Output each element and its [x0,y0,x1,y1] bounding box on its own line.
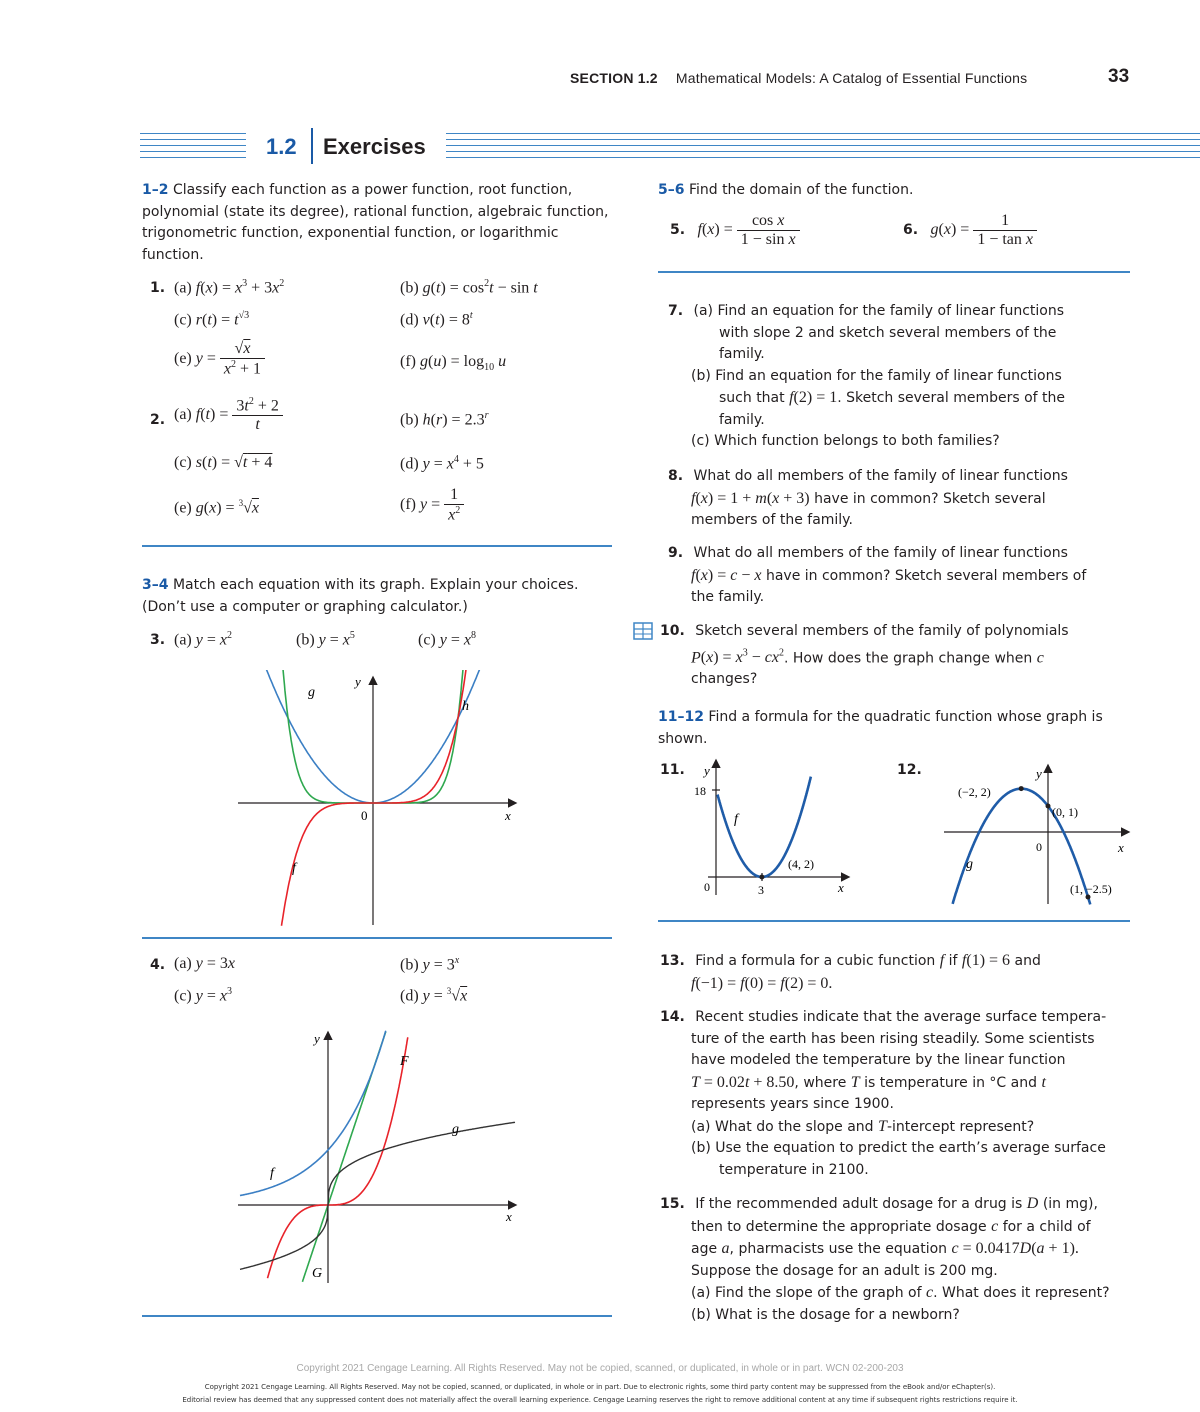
exercises-title: Exercises [323,134,426,159]
problem-11-number: 11. [660,762,685,778]
part-label: (c) [418,631,436,649]
ex3-4-text-2: (Don’t use a computer or graphing calculator.) [142,598,468,615]
running-header [570,70,1070,86]
ex1-2-range: 1–2 [142,182,169,198]
point-0-1 [1046,804,1051,809]
divider [142,545,612,547]
p14-line4-tail: is temperature in °C and [864,1074,1038,1091]
p15-line1-post: (in mg), [1042,1196,1098,1212]
problem-13: 13. Find a formula for a cubic function f if f(1) = 6 and f(−1) = f(0) = f(2) = 0. [660,952,1041,992]
p15-line3: age [691,1241,718,1257]
ex11-12-range: 11–12 [658,709,704,725]
p15-line2: then to determine the appropriate dosage [691,1218,987,1235]
ex3-4-range: 3–4 [142,577,169,593]
p14-line4: , where [794,1074,847,1091]
label-F: F [400,1054,409,1069]
p15-a-text: Find the slope of the graph of [714,1285,922,1301]
label-g: g [452,1122,459,1137]
part-label: (c) [174,987,192,1005]
part-label: (e) [174,499,192,517]
label-f: f [292,861,296,876]
p8-line2: have in common? Sketch several [814,490,1046,507]
p14-a-text2: -intercept represent? [886,1118,1035,1135]
problem-8-number: 8. [668,468,684,484]
problem-13-number: 13. [660,953,685,969]
problem-9: 9. What do all members of the family of linear functions f(x) = c − x have in common? Sketch several members of the family. [668,543,1128,609]
problem-4-number: 4. [150,957,166,973]
label-p2: (0, 1) [1052,805,1078,819]
p9-line3: the family. [691,589,765,605]
graph-problem-11 [688,755,858,905]
label-f: f [270,1166,274,1181]
part-label: (a) [174,631,192,649]
graph-problem-3 [230,670,530,930]
problem-8: 8. What do all members of the family of linear functions f(x) = 1 + m(x + 3) have in common? Sketch several members of the family. [668,466,1128,532]
label-origin: 0 [704,880,710,894]
part-label: (c) [174,454,192,471]
graph-problem-4 [230,1025,530,1290]
label-x: x [506,1209,512,1224]
part-label: (b) [400,411,419,429]
ex1-2-instructions [142,180,612,266]
part-label: (b) [400,279,419,297]
p14-line5: represents years since 1900. [691,1096,894,1112]
p7-c-line: Which function belongs to both families? [714,433,1000,449]
ex1-2-text: Classify each function as a power function, root function, polynomial (state its degree), rational function, algebraic function, trigonometric function, exponential function, or logarithmic function. [142,182,609,263]
ex11-12-text-2: shown. [658,730,708,747]
footer-fine-2: Editorial review has deemed that any suppressed content does not materially affect the overall learning experience. Cengage Learning reserves the right to remove additional content at any time if subsequent rights restrictions require it. [182,1396,1018,1404]
label-g: g [308,685,315,700]
part-label: (c) [174,311,192,329]
problem-15: 15. If the recommended adult dosage for a drug is D (in mg), then to determine the appropriate dosage c for a child of age a, pharmacists use the equation c = 0.0417D(a + 1). Suppose the dosage for an adult is 200 mg. (a) Find the slope of the graph of c. What does it represent? (b) What is the dosage for a newborn? [660,1193,1130,1326]
p7-b-line2: such that [719,390,785,406]
p14-line1: Recent studies indicate that the average surface tempera- [695,1009,1107,1025]
part-label: (f) [400,495,416,513]
ex5-6-text: Find the domain of the function. [688,182,914,198]
label-x: x [838,880,844,895]
label-x: x [1118,840,1124,855]
label-y: y [1036,766,1042,781]
ex11-12-instructions [658,707,1128,750]
p13-line1-post: and [1014,953,1041,969]
graph-problem-12 [940,758,1135,908]
p15-line3-mid: , pharmacists use the equation [729,1241,948,1257]
part-label: (a) [174,279,192,297]
p7-b-line1: Find an equation for the family of linear functions [715,367,1062,384]
p10-line1: Sketch several members of the family of polynomials [695,623,1069,639]
page-number: 33 [1108,66,1130,87]
part-label: (d) [400,987,419,1005]
problem-15-number: 15. [660,1196,685,1212]
ex11-12-text-1: Find a formula for the quadratic function whose graph is [708,709,1103,725]
divider [142,1315,612,1317]
part-label: (a) [693,303,714,319]
p10-line2: . How does the graph change when [783,649,1033,666]
part-label: (b) [400,956,419,974]
part-label: (b) [691,1140,711,1156]
footer-fine-1: Copyright 2021 Cengage Learning. All Rights Reserved. May not be copied, scanned, or duplicated, in whole or in part. Due to electronic rights, some third party content may be suppressed from the eBook and/or eChapter(s). [204,1383,996,1391]
curve-F [268,1037,408,1278]
label-18: 18 [694,784,706,798]
label-y: y [704,763,710,778]
point-neg2-2 [1019,786,1024,791]
label-p3: (1, −2.5) [1070,882,1112,896]
label-G: G [312,1266,323,1281]
part-label: (e) [174,349,192,367]
p14-line2: ture of the earth has been rising steadily. Some scientists [691,1030,1095,1047]
part-label: (f) [400,353,416,370]
p14-line3: have modeled the temperature by the linear function [691,1052,1066,1068]
p8-line1: What do all members of the family of linear functions [693,468,1068,484]
part-label: (d) [400,311,419,329]
problem-9-number: 9. [668,545,684,561]
part-label: (a) [174,405,192,423]
problem-1-number: 1. [150,280,166,296]
ex5-6-instructions [658,180,1128,202]
p13-line1: Find a formula for a cubic function [695,953,936,969]
p10-line3: changes? [691,671,758,688]
point-4-2 [759,875,764,880]
label-origin: 0 [361,808,368,823]
p7-b-line2-post: . Sketch several members of the [837,390,1066,406]
part-label: (a) [691,1285,711,1301]
label-point: (4, 2) [788,857,814,871]
label-h: h [462,699,469,714]
label-x: x [505,808,511,823]
part-label: (c) [691,433,710,449]
p9-line2: have in common? Sketch several members of [765,567,1087,584]
label-g: g [966,857,973,872]
p15-line1: If the recommended adult dosage for a drug is [695,1196,1023,1212]
problem-14-number: 14. [660,1009,685,1025]
divider [658,920,1130,922]
label-f: f [734,812,738,827]
p14-b-text2: temperature in 2100. [719,1161,869,1178]
part-label: (a) [174,955,192,972]
divider [142,937,612,939]
footer-copyright: Copyright 2021 Cengage Learning. All Rights Reserved. May not be copied, scanned, or duplicated, in whole or in part. WCN 02-200-203 [296,1363,904,1374]
p8-line3: members of the family. [691,512,853,528]
problem-6-number: 6. [903,222,919,239]
section-title: Mathematical Models: A Catalog of Essential Functions [675,70,1028,86]
curve-f [240,1031,386,1196]
part-label: (b) [691,367,711,384]
problem-7-number: 7. [668,303,684,319]
curve-g [240,1122,515,1269]
problem-2-number: 2. [150,412,166,428]
label-y: y [355,674,361,689]
problem-10: 10. Sketch several members of the family of polynomials $P(x) = x^3 - cx^2$. How does the graph change when c changes? [660,621,1130,691]
label-3: 3 [758,883,764,897]
problem-7: 7. (a) Find an equation for the family of linear functions with slope 2 and sketch several members of the family. (b) Find an equation for the family of linear functions such that f(2) = 1. Sketch several members of the family. (c) Which function belongs to both families? [668,301,1128,453]
ex3-4-instructions [142,575,612,618]
problem-12-number: 12. [897,762,922,778]
problem-3-number: 3. [150,632,166,648]
part-label: (d) [400,455,419,473]
p9-line1: What do all members of the family of linear functions [693,545,1068,561]
p7-a-line2: with slope 2 and sketch several members of the [719,324,1057,341]
problem-14: 14. Recent studies indicate that the average surface tempera- ture of the earth has been rising steadily. Some scientists have modeled the temperature by the linear function T = 0.02t + 8.50, where T is temperature in °C and t represents years since 1900. (a) What do the slope and T-intercept represent? (b) Use the equation to predict the earth’s average surface temperature in 2100. [660,1007,1130,1181]
p7-b-line3: family. [719,411,765,428]
part-label: (a) [691,1118,711,1135]
p15-a-text-post: . What does it represent? [933,1285,1110,1301]
label-origin: 0 [1036,840,1042,854]
ex5-6-range: 5–6 [658,182,685,198]
part-label: (b) [296,631,315,649]
problem-6: 6. g(x) = $\frac{1}{\text{1 − tan x}}$ [903,212,1037,249]
exercises-number: 1.2 [266,134,297,159]
p14-a-text: What do the slope and [714,1118,874,1135]
ex3-4-text-1: Match each equation with its graph. Explain your choices. [172,577,579,593]
part-label: (b) [691,1306,711,1323]
graphing-calculator-icon [633,622,653,640]
p13-line1-mid: if [948,953,958,969]
p7-a-line3: family. [719,346,765,362]
curve-f-odd [282,670,467,926]
label-p1: (−2, 2) [958,785,991,799]
problem-5-number: 5. [670,222,686,239]
p15-b-text: What is the dosage for a newborn? [715,1306,960,1323]
p15-line2-post: for a child of [1002,1218,1091,1235]
label-y: y [314,1031,320,1046]
p14-b-text: Use the equation to predict the earth’s average surface [715,1140,1106,1156]
problem-5: 5. f(x) = $\frac{\text{cos x}}{\text{1 − sin x}}$ [670,212,800,249]
section-label: SECTION 1.2 [570,70,658,86]
p7-a-line1: Find an equation for the family of linear functions [717,303,1065,319]
divider [658,271,1130,273]
p15-line4: Suppose the dosage for an adult is 200 mg. [691,1262,998,1279]
problem-10-number: 10. [660,623,685,639]
